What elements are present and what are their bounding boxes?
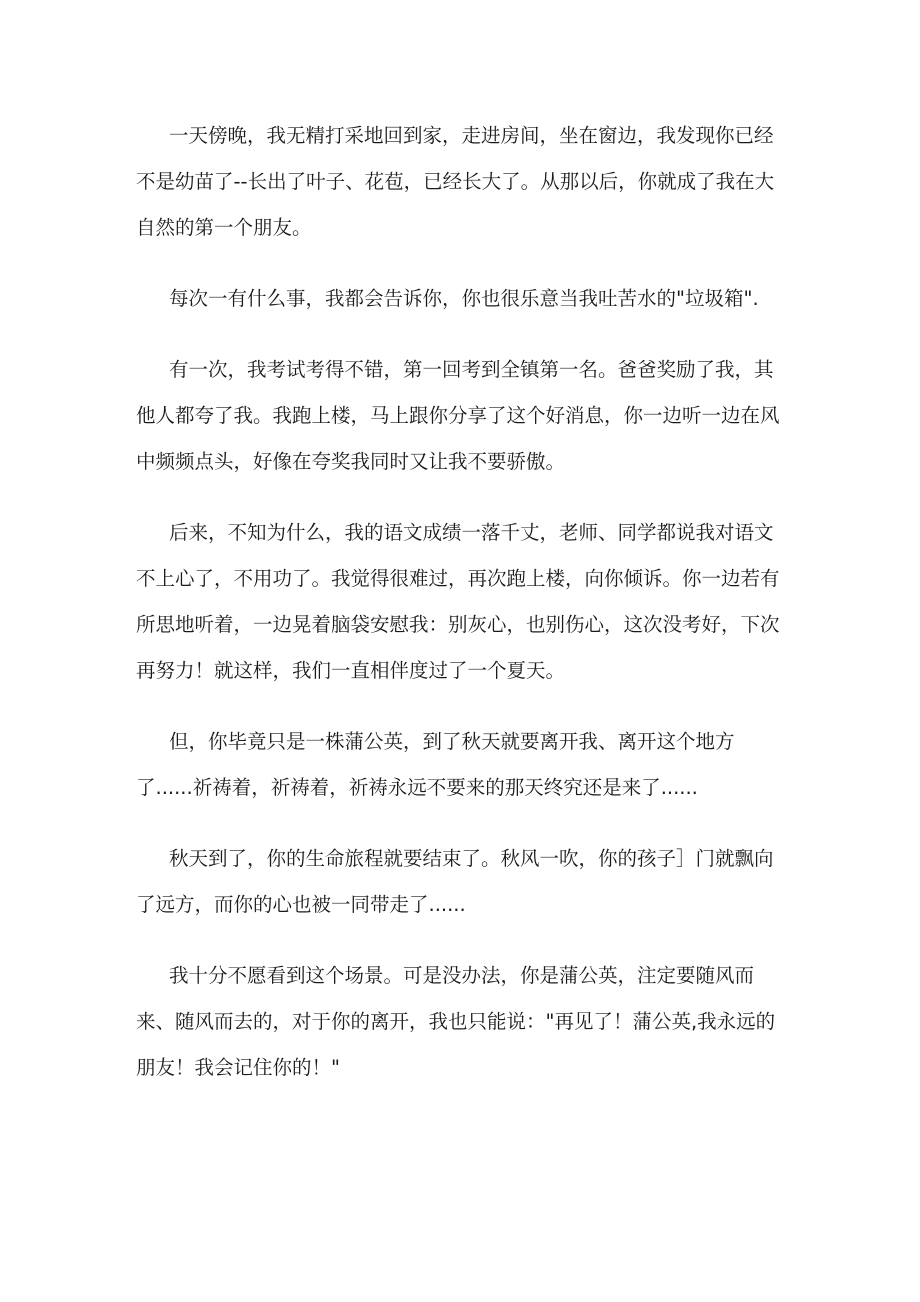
essay-body <box>136 113 786 1116</box>
paragraph: 我十分不愿看到这个场景。可是没办法，你是蒲公英，注定要随风而来、随风而去的，对于你的离开，我也只能说："再见了！蒲公英,我永远的朋友！我会记住你的！" <box>136 964 776 1079</box>
paragraph: 每次一有什么事，我都会告诉你，你也很乐意当我吐苦水的"垃圾箱". <box>169 287 759 310</box>
paragraph: 有一次，我考试考得不错，第一回考到全镇第一名。爸爸奖励了我，其他人都夸了我。我跑上楼，马上跟你分享了这个好消息，你一边听一边在风中频频点头，好像在夸奖我同时又让我不要骄傲。 <box>136 358 780 473</box>
paragraph: 一天傍晚，我无精打采地回到家，走进房间，坐在窗边，我发现你已经不是幼苗了--长出了叶子、花苞，已经长大了。从那以后，你就成了我在大自然的第一个朋友。 <box>136 124 775 239</box>
paragraph: 但，你毕竟只是一株蒲公英，到了秋天就要离开我、离开这个地方了......祈祷着，祈祷着，祈祷永远不要来的那天终究还是来了...... <box>136 730 735 799</box>
paragraph: 秋天到了，你的生命旅程就要结束了。秋风一吹，你的孩子］门就飘向了远方，而你的心也被一同带走了...... <box>136 847 774 916</box>
paragraph: 后来，不知为什么，我的语文成绩一落千丈，老师、同学都说我对语文不上心了，不用功了。我觉得很难过，再次跑上楼，向你倾诉。你一边若有所思地听着，一边晃着脑袋安慰我：别灰心，也别伤心，这次没考好，下次再努力！就这样，我们一直相伴度过了一个夏天。 <box>136 521 780 682</box>
